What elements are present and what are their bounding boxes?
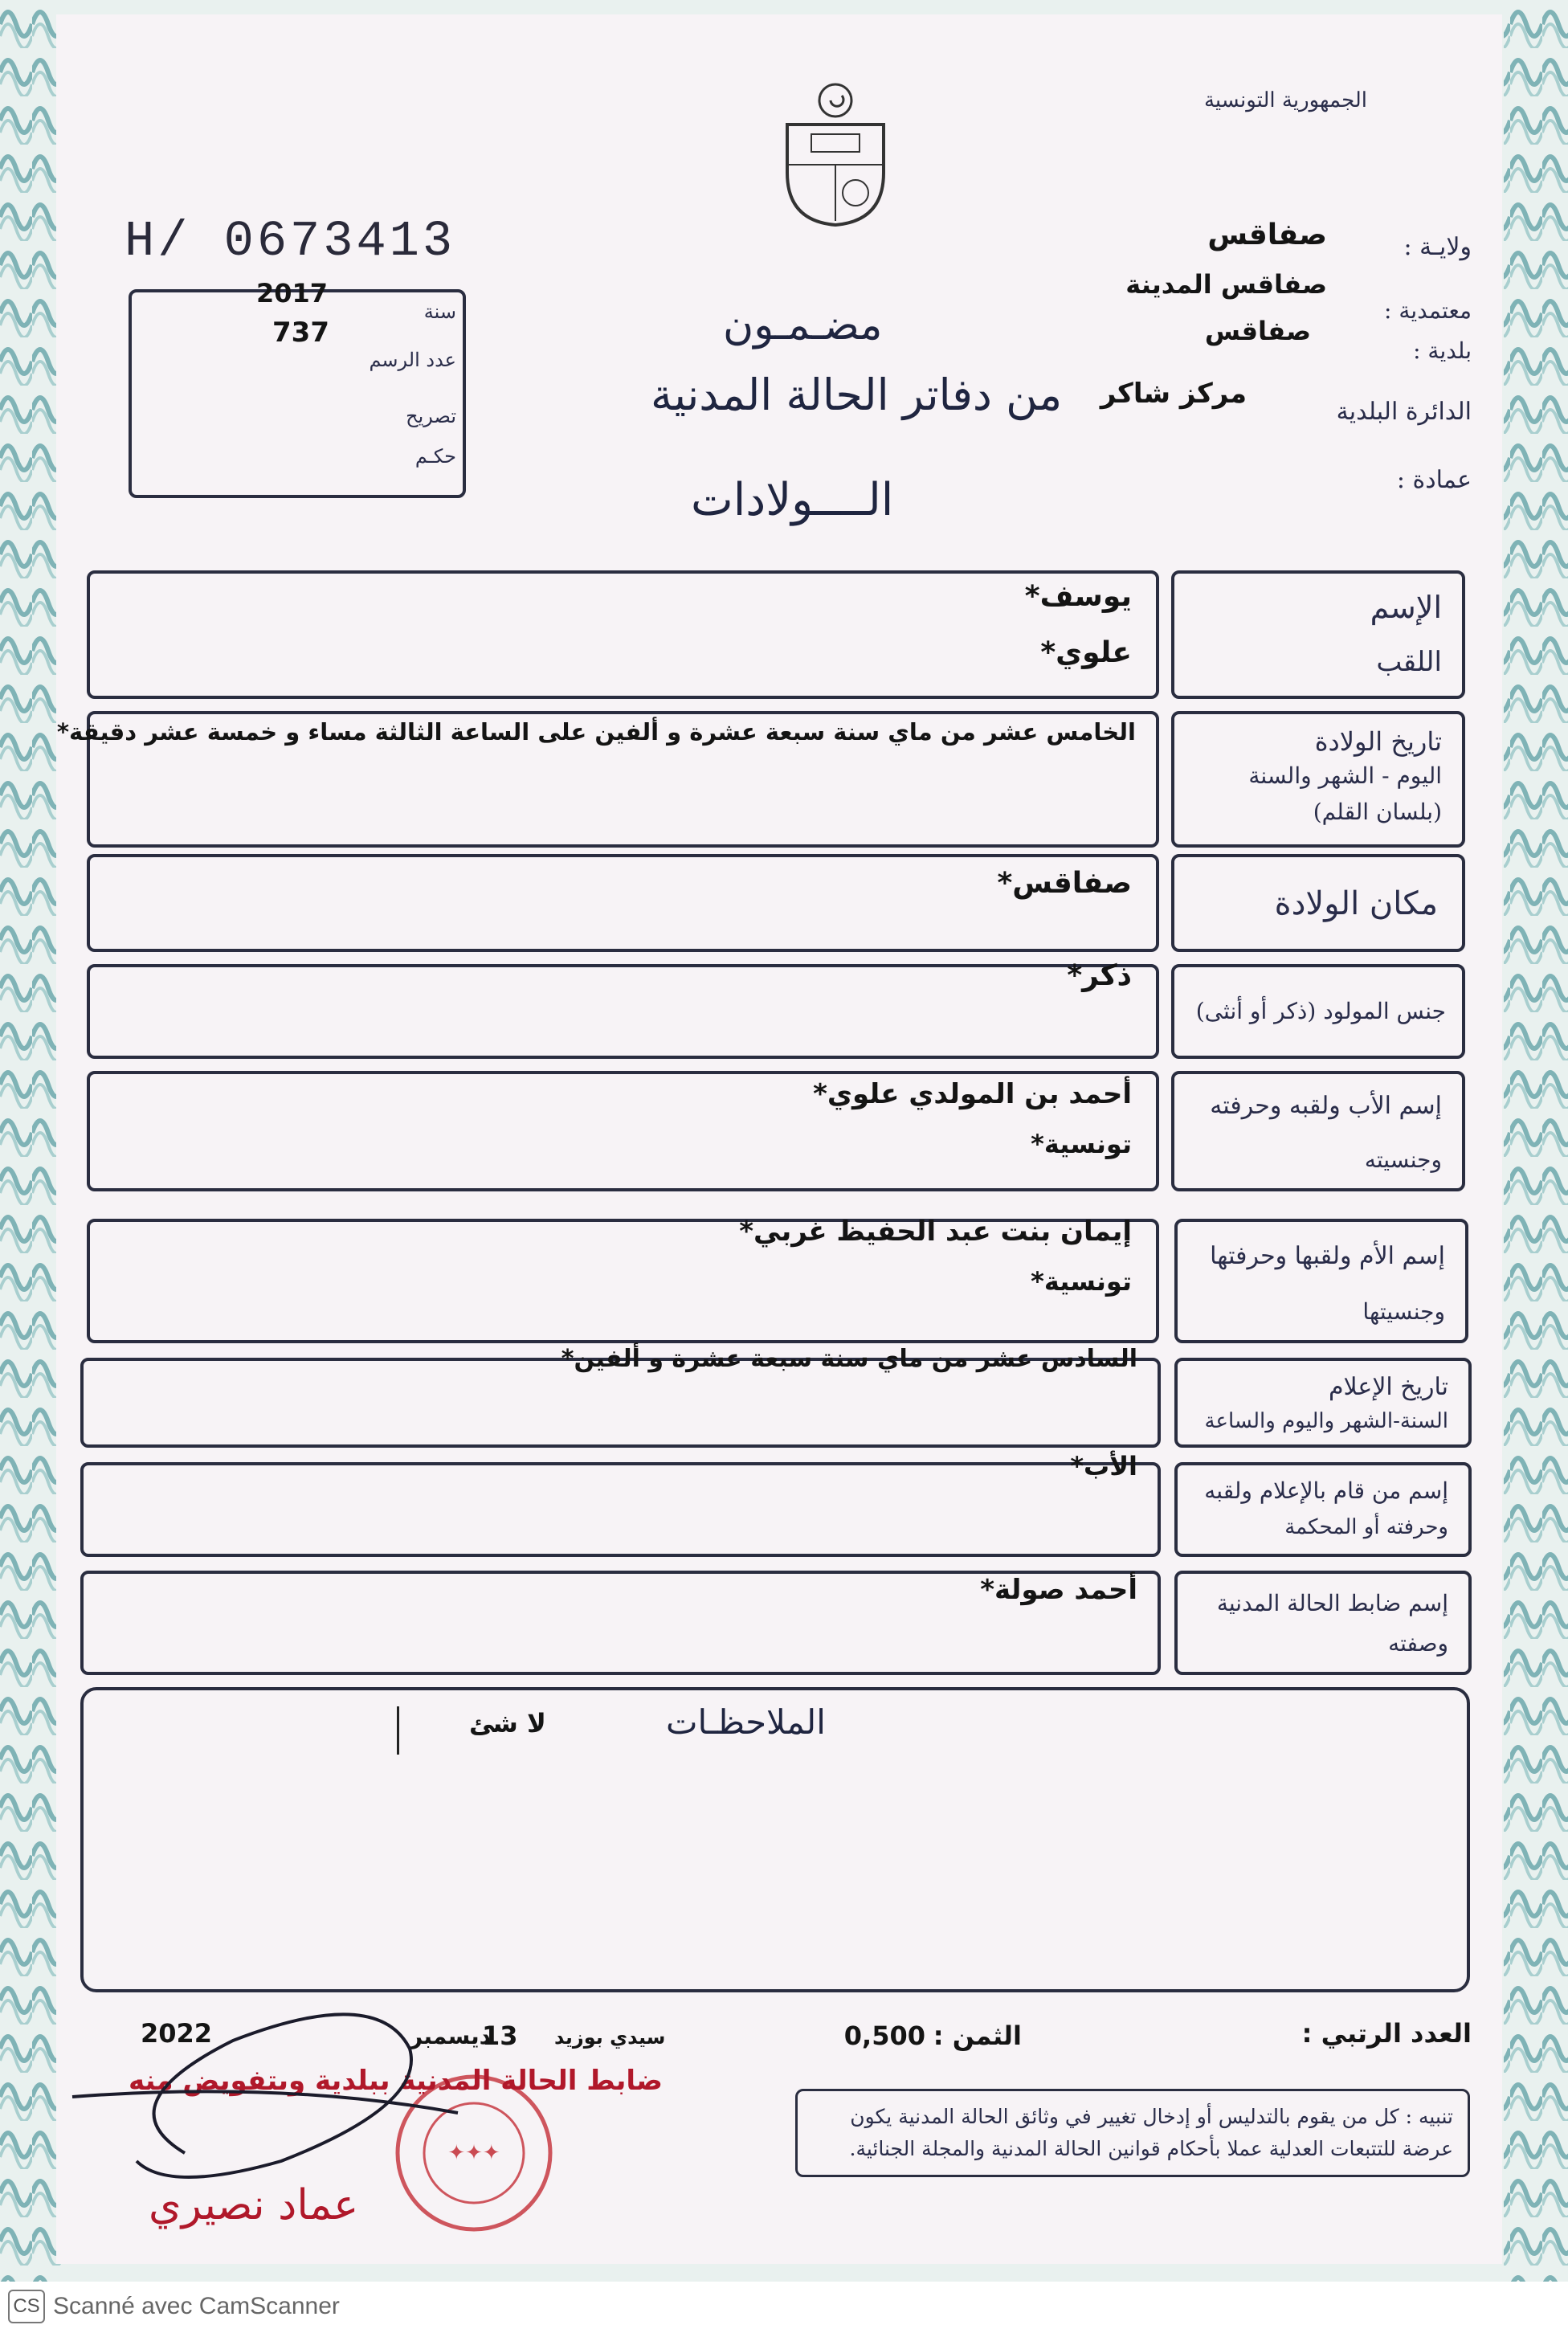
birthdate-label-2: اليوم - الشهر والسنة <box>1248 762 1442 789</box>
mother-label: إسم الأم ولقبها وحرفتها <box>1210 1242 1445 1270</box>
daira-label: الدائرة البلدية <box>1336 398 1472 426</box>
motamadia-label: معتمدية : <box>1384 297 1472 324</box>
registration-box <box>129 278 466 498</box>
year-value: 2022 <box>141 2018 213 2049</box>
place-value: سيدي بوزيد <box>554 2026 666 2049</box>
officer-value-box <box>80 1571 1161 1675</box>
section-title: الــــولادات <box>691 474 894 526</box>
birthdate-label-box <box>1171 711 1465 848</box>
baladia-value: صفاقس <box>1204 316 1311 346</box>
father-label-box <box>1171 1071 1465 1191</box>
warning-text: تنبيه : كل من يقوم بالتدليس أو إدخال تغيير في وثائق الحالة المدنية يكون عرضة للتتبعات العدلية عملا بأحكام قوانين الحالة المدنية والمجلة الجنائية. <box>849 2105 1453 2160</box>
price-value: 0,500 <box>843 2021 925 2051</box>
first-name-value: يوسف* <box>1024 580 1132 613</box>
remarks-value: لا شئ <box>469 1708 546 1739</box>
surname-value: علوي* <box>1040 636 1132 669</box>
declaration-date-label-2: السنة-الشهر واليوم والساعة <box>1204 1409 1448 1433</box>
month-value: ديسمبر <box>410 2023 491 2049</box>
daira-value: مركز شاكر <box>1100 378 1247 410</box>
declaration-date-label: تاريخ الإعلام <box>1328 1373 1448 1401</box>
birthplace-value: صفاقس* <box>997 867 1132 900</box>
officer-label: إسم ضابط الحالة المدنية <box>1216 1590 1448 1616</box>
father-value: أحمد بن المولدي علوي* <box>813 1078 1132 1110</box>
first-name-label: الإسم <box>1370 590 1442 625</box>
scanner-watermark: Scanné avec CamScanner <box>53 2293 340 2319</box>
officer-signature-text: عماد نصيري <box>149 2181 359 2229</box>
declarant-value: الأب* <box>1070 1451 1137 1481</box>
father-nationality-value: تونسية* <box>1031 1129 1132 1159</box>
birthplace-value-box <box>87 854 1159 952</box>
birthdate-label-3: (بلسان القلم) <box>1313 799 1442 825</box>
birthplace-label-box <box>1171 854 1465 952</box>
declarant-label-2: وحرفته أو المحكمة <box>1284 1515 1448 1539</box>
signature-scribble-icon <box>40 1992 683 2233</box>
camscanner-logo-icon: CS <box>8 2290 45 2323</box>
wilaya-label: ولايـة : <box>1403 233 1472 261</box>
declarant-label: إسم من قام بالإعلام ولقبه <box>1204 1477 1448 1504</box>
declaration-date-value-box <box>80 1345 1161 1448</box>
declaration-date-label-box <box>1174 1358 1472 1448</box>
baladia-label: بلدية : <box>1413 337 1472 364</box>
doc-subtitle: من دفاتر الحالة المدنية <box>651 370 1063 420</box>
coat-of-arms-icon <box>779 76 892 229</box>
serial-number: H/ 0673413 <box>125 213 456 270</box>
remarks-box <box>80 1687 1470 1992</box>
price-label: الثمن : <box>933 2021 1022 2051</box>
officer-stamp-text: ضابط الحالة المدنية ببلدية وبتفويض منه <box>129 2065 663 2097</box>
reg-judgment-label: حكـم <box>414 445 456 468</box>
name-label-box <box>1171 570 1465 699</box>
remarks-divider <box>397 1706 399 1755</box>
name-value-box <box>87 570 1159 699</box>
declarant-label-box <box>1174 1462 1472 1557</box>
reg-number-value: 737 <box>272 317 329 349</box>
reg-year-value: 2017 <box>256 278 329 308</box>
reg-number-label: عدد الرسم <box>369 349 456 371</box>
birthplace-label: مكان الولادة <box>1274 885 1438 922</box>
father-value-box <box>87 1071 1159 1191</box>
svg-text:✦✦✦: ✦✦✦ <box>447 2141 500 2165</box>
serial-order-label: العدد الرتبي : <box>1301 2018 1472 2049</box>
officer-label-box <box>1174 1571 1472 1675</box>
doc-title: مضـمـون <box>723 301 883 349</box>
gender-label-box <box>1171 964 1465 1059</box>
mother-value-box <box>87 1216 1159 1343</box>
gender-value-box <box>87 959 1159 1059</box>
reg-year-label: سنة <box>423 300 456 323</box>
remarks-label: الملاحظـات <box>666 1702 826 1742</box>
declaration-date-value: السادس عشر من ماي سنة سبعة عشرة و ألفين* <box>561 1345 1137 1373</box>
mother-label-2: وجنسيتها <box>1362 1298 1445 1325</box>
republic-title: الجمهورية التونسية <box>1203 88 1367 112</box>
surname-label: اللقب <box>1376 646 1442 678</box>
warning-box <box>795 2089 1470 2177</box>
father-label: إسم الأب ولقبه وحرفته <box>1210 1092 1442 1120</box>
wilaya-value: صفاقس <box>1207 219 1327 251</box>
gender-value: ذكر* <box>1067 959 1132 992</box>
reg-declaration-label: تصريح <box>406 405 456 427</box>
omada-label: عمادة : <box>1396 466 1472 494</box>
gender-label: جنس المولود (ذكر أو أنثى) <box>1195 998 1446 1024</box>
father-label-2: وجنسيته <box>1364 1146 1442 1173</box>
officer-value: أحمد صولة* <box>980 1574 1137 1606</box>
mother-value: إيمان بنت عبد الحفيظ غربي* <box>739 1216 1132 1248</box>
birthdate-value: الخامس عشر من ماي سنة سبعة عشرة و ألفين على الساعة الثالثة مساء و خمسة عشر دقيقة* <box>56 718 1136 746</box>
mother-label-box <box>1174 1219 1468 1343</box>
motamadia-value: صفاقس المدينة <box>1125 269 1327 300</box>
declarant-value-box <box>80 1451 1161 1557</box>
day-value: 13 <box>482 2021 518 2051</box>
birthdate-value-box <box>56 711 1159 848</box>
officer-label-2: وصفته <box>1388 1630 1448 1657</box>
mother-nationality-value: تونسية* <box>1031 1266 1132 1297</box>
scanner-footer <box>0 2282 1568 2329</box>
birthdate-label: تاريخ الولادة <box>1314 726 1442 757</box>
